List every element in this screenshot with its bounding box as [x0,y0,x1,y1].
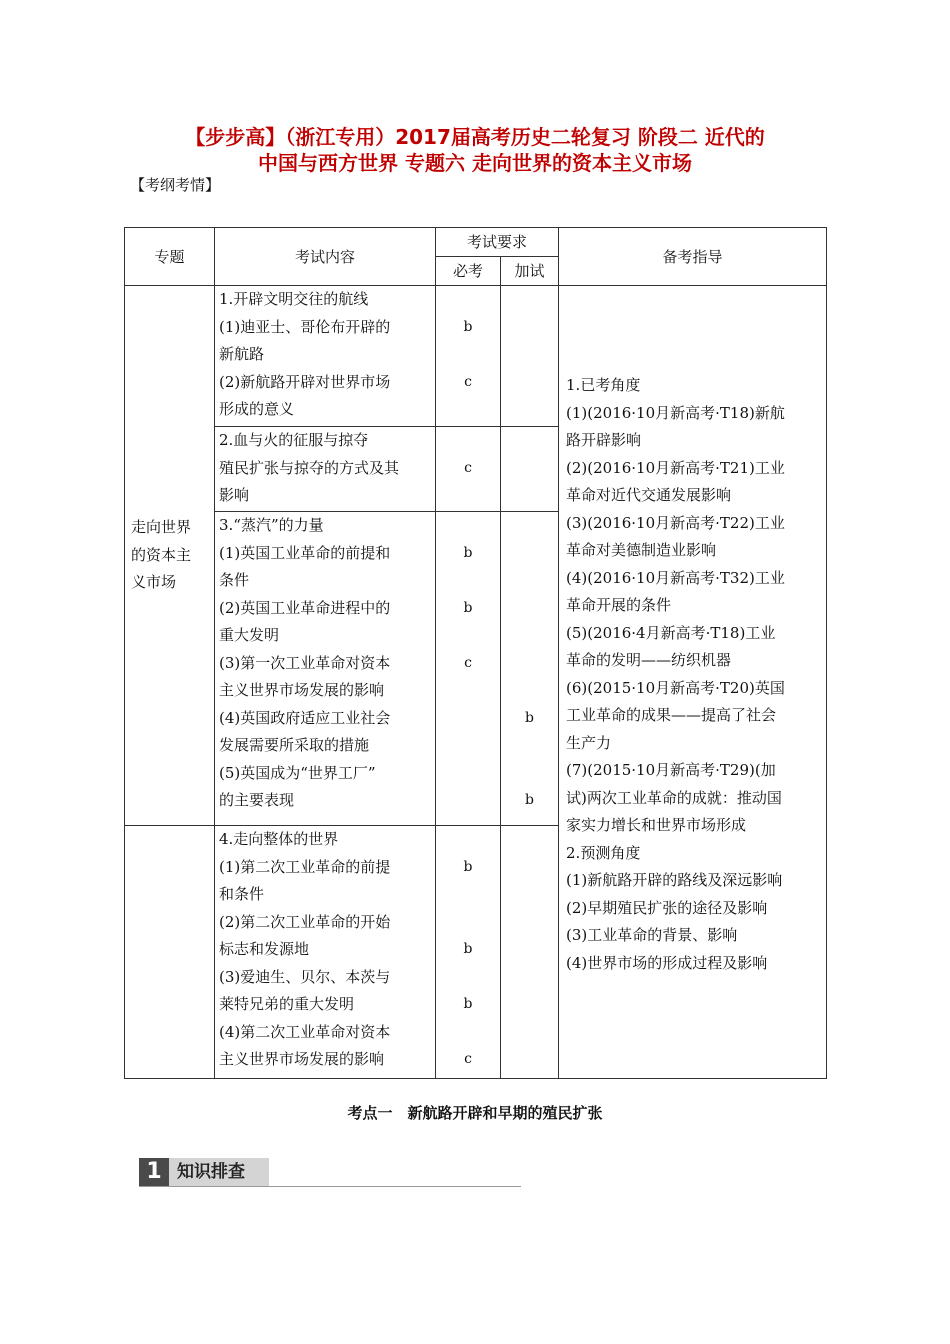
mark [436,909,500,937]
required-cell-4 [436,826,501,1079]
mark [501,595,558,623]
mark [501,732,558,760]
content-line: 4.走向整体的世界 [219,830,339,848]
knowledge-review-banner [139,1158,269,1186]
mark: b [525,709,534,726]
mark [501,650,558,678]
content-line: (1)第二次工业革命的前提 [219,857,391,876]
extra-cell-3 [501,512,559,826]
mark: c [464,654,472,671]
mark [436,1019,500,1047]
content-line: 1.开辟文明交往的航线 [219,290,369,308]
guide-line: 路开辟影响 [566,431,642,449]
mark [436,567,500,595]
header-required: 必考 [436,257,501,286]
mark [436,427,500,455]
header-topic: 专题 [125,228,215,286]
topic-line: 的资本主 [131,545,192,564]
guide-line: 革命对美德制造业影响 [566,541,717,559]
content-line: 条件 [219,571,250,589]
content-line: (2)第二次工业革命的开始 [219,912,391,931]
topic-cell-empty [125,826,215,1079]
header-requirement: 考试要求 [436,228,559,257]
mark [436,622,500,650]
content-line: 标志和发源地 [219,940,310,958]
content-line: (3)爱迪生、贝尔、本茨与 [219,967,391,986]
guide-line: (1)(2016·10月新高考·T18)新航 [566,403,785,422]
mark [501,512,558,540]
guide-line: 2.预测角度 [566,843,641,862]
header-extra: 加试 [501,257,559,286]
document-title-line1: 【步步高】（浙江专用）2017届高考历史二轮复习 阶段二 近代的 [185,125,765,149]
mark [501,567,558,595]
guide-line: (1)新航路开辟的路线及深远影响 [566,871,783,889]
content-line: 3.“蒸汽”的力量 [219,516,324,534]
extra-cell-2 [501,427,559,512]
content-line: 主义世界市场发展的影响 [219,681,385,699]
guide-line: 1.已考角度 [566,376,641,394]
mark [501,677,558,705]
section-heading: 考点一 新航路开辟和早期的殖民扩张 [347,1104,603,1122]
document-title-line2: 中国与西方世界 专题六 走向世界的资本主义市场 [258,151,692,175]
mark [436,964,500,992]
topic-cell [125,286,215,826]
mark [436,341,500,369]
content-line: 影响 [219,486,250,504]
guide-line: 试)两次工业革命的成就：推动国 [566,788,782,807]
content-line: (3)第一次工业革命对资本 [219,653,391,672]
mark: b [463,599,473,616]
content-line: (4)第二次工业革命对资本 [219,1022,391,1041]
content-line: 殖民扩张与掠夺的方式及其 [219,458,400,477]
guide-line: (6)(2015·10月新高考·T20)英国 [566,678,785,697]
content-line: 2.血与火的征服与掠夺 [219,431,369,449]
content-line: 的主要表现 [219,791,295,809]
guide-line: (4)(2016·10月新高考·T32)工业 [566,568,785,587]
guide-line: (5)(2016·4月新高考·T18)工业 [566,623,776,642]
content-line: (4)英国政府适应工业社会 [219,708,391,727]
content-cell-1 [215,286,436,427]
mark: b [463,941,473,957]
mark [501,622,558,650]
guide-line: 家实力增长和世界市场形成 [566,816,747,834]
content-line: (2)英国工业革命进程中的 [219,598,391,617]
outline-label: 【考纲考情】 [130,176,221,194]
guide-line: 革命的发明——纺织机器 [566,651,732,669]
content-line: (1)英国工业革命的前提和 [219,543,391,562]
content-line: 重大发明 [219,626,280,644]
banner-number: 1 [139,1158,169,1186]
content-line: (1)迪亚士、哥伦布开辟的 [219,317,391,336]
exam-outline-table [124,227,827,1079]
guide-line: (3)工业革命的背景、影响 [566,926,738,944]
mark: b [525,792,534,808]
mark: b [463,544,473,561]
content-line: 和条件 [219,885,265,903]
required-cell-2 [436,427,501,512]
mark: b [463,996,473,1012]
guide-line: (3)(2016·10月新高考·T22)工业 [566,513,785,532]
guide-line: (7)(2015·10月新高考·T29)(加 [566,761,776,779]
mark [436,286,500,314]
banner-divider [139,1186,521,1187]
mark [501,540,558,568]
mark: c [464,1051,472,1067]
content-line: (5)英国成为“世界工厂” [219,763,376,782]
guide-line: (4)世界市场的形成过程及影响 [566,953,768,972]
mark: c [464,373,472,390]
content-line: 发展需要所采取的措施 [219,736,370,754]
content-line: 主义世界市场发展的影响 [219,1050,385,1068]
mark [436,881,500,909]
guide-line: 生产力 [566,733,612,752]
header-guide: 备考指导 [559,228,827,286]
mark: b [463,858,473,875]
required-cell-1 [436,286,501,427]
mark [501,760,558,788]
guide-cell [559,286,827,1079]
content-cell-2 [215,427,436,512]
extra-cell-1 [501,286,559,427]
required-cell-3 [436,512,501,826]
header-content: 考试内容 [215,228,436,286]
mark: c [464,459,472,476]
guide-line: 革命对近代交通发展影响 [566,486,732,504]
mark [436,512,500,540]
mark [436,826,500,854]
guide-line: (2)(2016·10月新高考·T21)工业 [566,458,785,477]
extra-cell-4 [501,826,559,1079]
content-cell-3 [215,512,436,826]
content-line: 新航路 [219,345,265,363]
content-cell-4 [215,826,436,1079]
guide-line: 工业革命的成果——提高了社会 [566,706,777,724]
content-line: 莱特兄弟的重大发明 [219,995,355,1013]
banner-label: 知识排查 [177,1162,245,1182]
topic-line: 义市场 [131,573,177,592]
topic-line: 走向世界 [131,518,192,537]
guide-line: 革命开展的条件 [566,596,672,614]
content-line: 形成的意义 [219,400,295,418]
content-line: (2)新航路开辟对世界市场 [219,372,391,391]
mark: b [463,318,473,335]
guide-line: (2)早期殖民扩张的途径及影响 [566,898,768,917]
